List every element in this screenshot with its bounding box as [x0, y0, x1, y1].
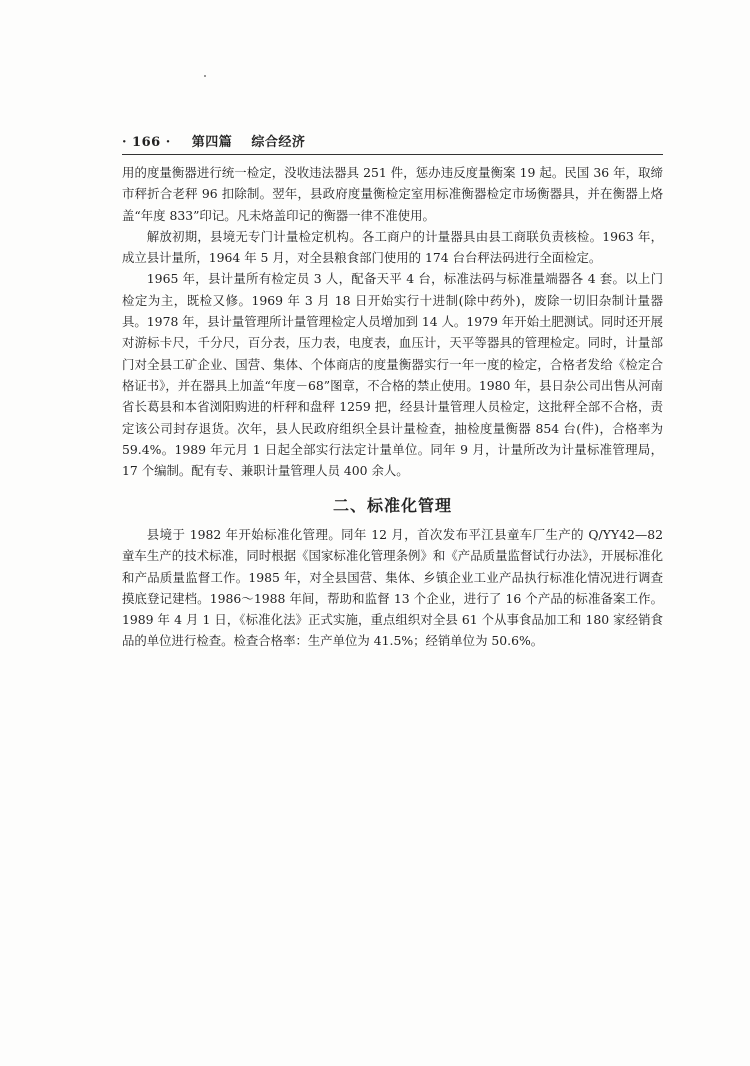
scan-speck [204, 75, 206, 77]
part-label: 第四篇 [191, 135, 233, 150]
paragraph: 1965 年，县计量所有检定员 3 人，配备天平 4 台，标准法码与标准量端器各 4 套。以上门检定为主，既检又修。1969 年 3 月 18 日开始实行十进制(除中药外)，废除一切旧杂制计量器具。1978 年，县计量管理所计量管理检定人员增加到 14 人。1979 年开始土肥测试。同时还开展对游标卡尺，千分尺，百分表，压力表，电度表，血压计，天平等器具的管理检定。同时，计量部门对全县工矿企业、国营、集体、个体商店的度量衡器实行一年一度的检定，合格者发给《检定合格证书》，并在器具上加盖“年度－68”图章，不合格的禁止使用。1980 年，县日杂公司出售从河南省长葛县和本省浏阳购进的杆秤和盘秤 1259 把，经县计量管理人员检定，这批秤全部不合格，责定该公司封存退货。次年，县人民政府组织全县计量检查，抽检度量衡器 854 台(件)，合格率为 59.4%。1989 年元月 1 日起全部实行法定计量单位。同年 9 月，计量所改为计量标准管理局，17 个编制。配有专、兼职计量管理人员 400 余人。 [122, 271, 663, 479]
body-text-top [122, 162, 663, 481]
body-text-bottom [122, 524, 663, 652]
running-header [122, 131, 662, 153]
paragraph: 用的度量衡器进行统一检定，没收违法器具 251 件，惩办违反度量衡案 19 起。民国 36 年，取缔市秤折合老秤 96 扣除制。翌年，县政府度量衡检定室用标准衡器检定市场衡器具，并在衡器上烙盖“年度 833”印记。凡未烙盖印记的衡器一律不准使用。 [122, 165, 663, 223]
page-number: · 166 · [122, 135, 171, 150]
paragraph: 解放初期，县境无专门计量检定机构。各工商户的计量器具由县工商联负责核检。1963 年，成立县计量所，1964 年 5 月，对全县粮食部门使用的 174 台台秤法码进行全面检定。 [122, 228, 663, 266]
section-heading: 二、标准化管理 [332, 496, 452, 515]
header-rule [122, 154, 663, 155]
header-title: 综合经济 [251, 135, 306, 150]
paragraph: 县境于 1982 年开始标准化管理。同年 12 月，首次发布平江县童车厂生产的 Q/YY42—82 童车生产的技术标准，同时根据《国家标准化管理条例》和《产品质量监督试行办法》，开展标准化和产品质量监督工作。1985 年，对全县国营、集体、乡镇企业工业产品执行标准化情况进行调查摸底登记建档。1986～1988 年间，帮助和监督 13 个企业，进行了 16 个产品的标准备案工作。1989 年 4 月 1 日，《标准化法》正式实施，重点组织对全县 61 个从事食品加工和 180 家经销食品的单位进行检查。检查合格率：生产单位为 41.5%；经销单位为 50.6%。 [122, 527, 663, 649]
